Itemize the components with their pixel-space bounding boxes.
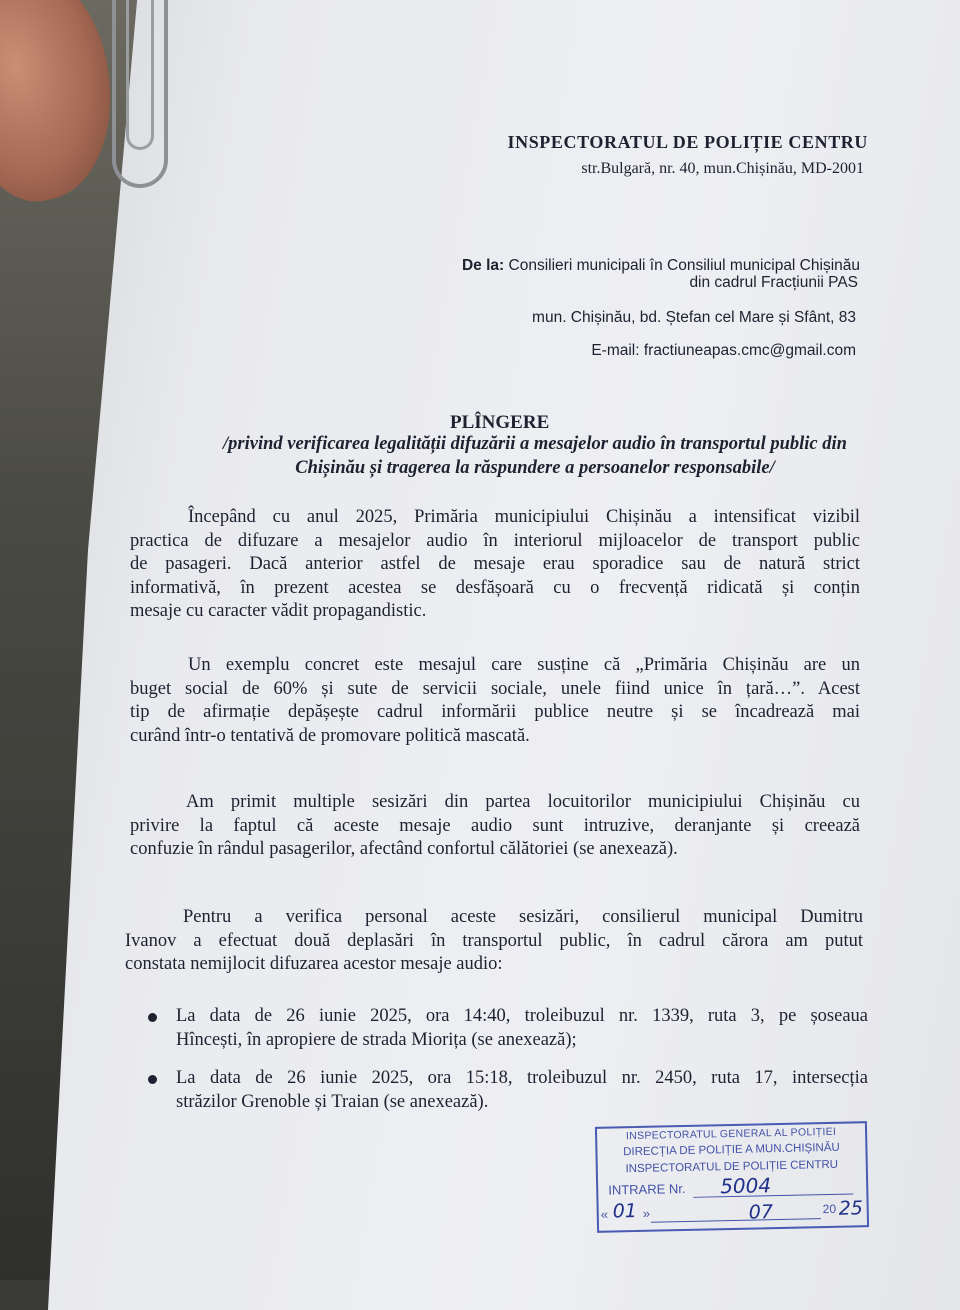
sender-fraction: din cadrul Fracțiunii PAS [689,274,858,291]
document-title: PLÎNGERE [450,412,550,433]
bullet-line: La data de 26 iunie 2025, ora 14:40, troleibuzul nr. 1339, ruta 3, pe șoseaua [176,1006,868,1026]
stamp-year-handwritten: 25 [838,1197,864,1220]
stamp-intrare-label: INTRARE Nr. [608,1180,686,1198]
paragraph-line: mesaje cu caracter vădit propagandistic. [130,601,427,621]
sender-line-1 [462,257,860,275]
paragraph-1 [130,506,860,624]
paragraph-4 [125,906,863,977]
paragraph-line: practica de difuzare a mesajelor audio în interiorul mijloacelor de transport public [130,530,860,551]
paragraph-line: Începând cu anul 2025, Primăria municipiului Chișinău a intensificat vizibil [188,507,860,527]
stamp-date-line [651,1218,821,1223]
bullet-icon [148,1013,157,1022]
paragraph-3 [130,791,860,862]
paragraph-line: privire la faptul că aceste mesaje audio sunt intruzive, deranjante și creează [130,815,860,836]
recipient-title: INSPECTORATUL DE POLIȚIE CENTRU [507,132,868,152]
registration-stamp [595,1121,869,1233]
bullet-text [176,1066,868,1114]
paragraph-line: Pentru a verifica personal aceste sesizări, consilierul municipal Dumitru [183,907,863,927]
paragraph-2 [130,654,860,748]
stamp-line-2: DIRECȚIA DE POLIȚIE A MUN.CHIȘINĂU [623,1141,840,1159]
stamp-month-handwritten: 07 [748,1201,774,1224]
paragraph-line: informativă, în prezent acestea se desfășoară cu o frecvență ridicată și conțin [130,577,860,598]
paragraph-line: confuzie în rândul pasagerilor, afectând confortul călătoriei (se anexează). [130,839,678,859]
stamp-date-open: « [600,1206,609,1222]
sender-address: mun. Chișinău, bd. Ștefan cel Mare și Sfânt, 83 [532,309,856,326]
paperclip-inner-icon [126,0,154,150]
stamp-line-3: INSPECTORATUL DE POLIȚIE CENTRU [625,1158,839,1176]
stamp-number-handwritten: 5004 [719,1173,772,1199]
stamp-year-prefix: 20 [822,1201,837,1217]
paragraph-line: curând într-o tentativă de promovare politică mascată. [130,725,530,746]
paragraph-line: de pasageri. Dacă anterior astfel de mesaje erau sporadice sau de natură strict [130,554,860,574]
sender-name: Consilieri municipali în Consiliul municipal Chișinău [508,257,860,274]
document-subtitle-line-2: Chișinău și tragerea la răspundere a persoanelor responsabile/ [295,458,775,478]
paragraph-line: buget social de 60% și sute de servicii sociale, unele fiind unice în țară…”. Acest [130,678,860,699]
bullet-line: Hîncești, în apropiere de strada Miorița (se anexează); [176,1030,577,1050]
bullet-line: străzilor Grenoble și Traian (se anexează). [176,1092,489,1112]
paragraph-line: constata nemijlocit difuzarea acestor mesaje audio: [125,954,503,974]
sender-email: E-mail: fractiuneapas.cmc@gmail.com [591,342,856,359]
bullet-text [176,1004,868,1052]
bullet-icon [148,1075,157,1084]
document-subtitle-line-1: /privind verificarea legalității difuzării a mesajelor audio în transportul public din [223,434,847,454]
paragraph-line: Un exemplu concret este mesajul care susține că „Primăria Chișinău are un [188,655,860,675]
sender-label: De la: [461,257,505,274]
stamp-number-line [693,1193,853,1197]
bullet-line: La data de 26 iunie 2025, ora 15:18, troleibuzul nr. 2450, ruta 17, intersecția [176,1068,868,1088]
recipient-address: str.Bulgară, nr. 40, mun.Chișinău, MD-2001 [581,160,864,177]
stamp-date-close: » [642,1205,651,1221]
paragraph-line: tip de afirmație depășește cadrul informării publice neutre și se încadrează mai [130,702,860,722]
stamp-day-handwritten: 01 [612,1200,638,1223]
stamp-line-1: INSPECTORATUL GENERAL AL POLIȚIEI [625,1125,837,1143]
paragraph-line: Ivanov a efectuat două deplasări în transportul public, în cadrul cărora am putut [125,930,863,951]
paragraph-line: Am primit multiple sesizări din partea locuitorilor municipiului Chișinău cu [186,792,860,812]
